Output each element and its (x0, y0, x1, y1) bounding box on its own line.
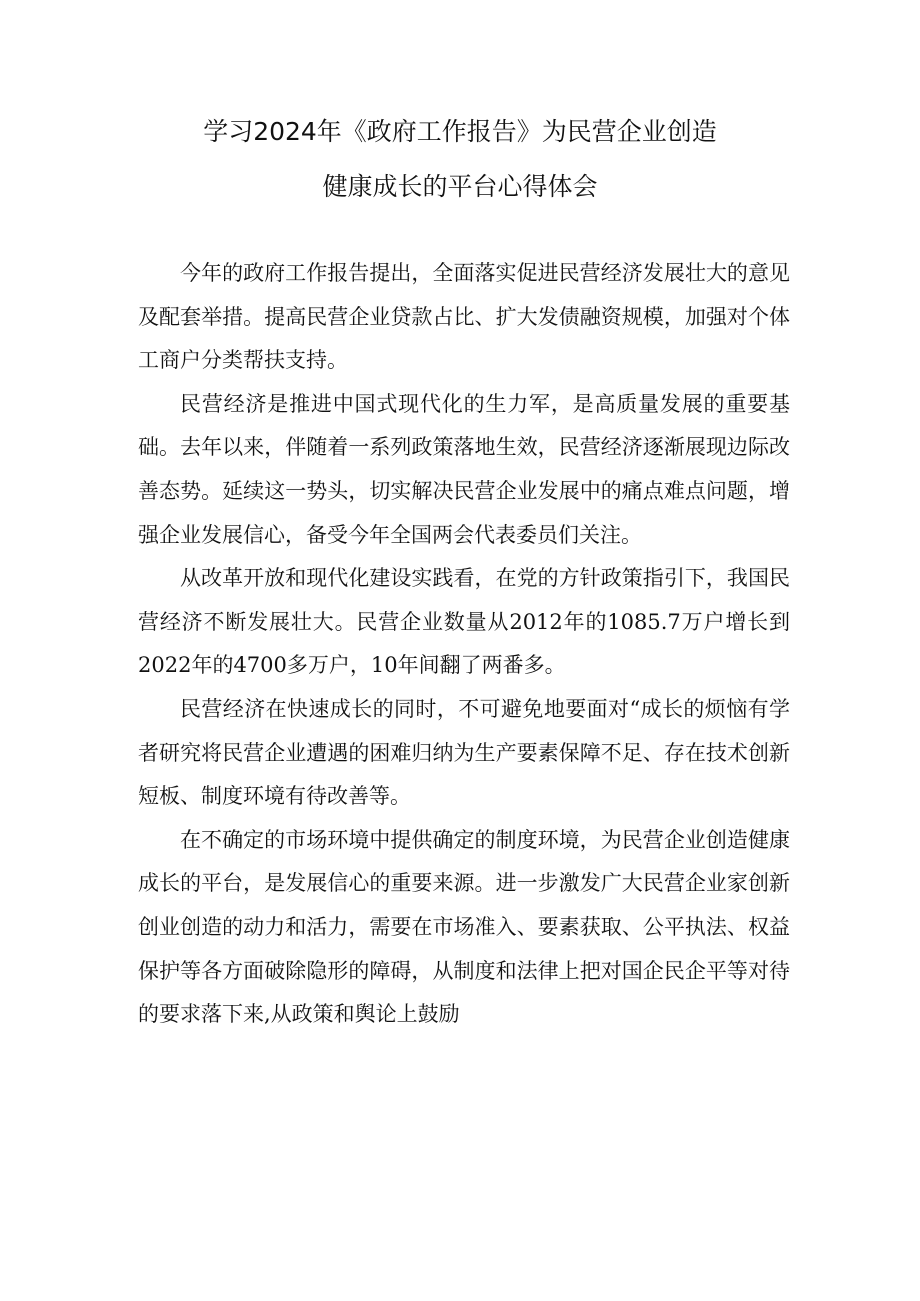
document-title-line-2: 健康成长的平台心得体会 (322, 172, 598, 201)
document-body (138, 252, 790, 1037)
paragraph-4: 民营经济在快速成长的同时，不可避免地要面对“成长的烦恼有学者研究将民营企业遭遇的困难归纳为生产要素保障不足、存在技术创新短板、制度环境有待改善等。 (138, 696, 790, 809)
paragraph-5: 在不确定的市场环境中提供确定的制度环境，为民营企业创造健康成长的平台，是发展信心的重要来源。进一步激发广大民营企业家创新创业创造的动力和活力，需要在市场准入、要素获取、公平执法、权益保护等各方面破除隐形的障碍，从制度和法律上把对国企民企平等对待的要求落下来,从政策和舆论上鼓励 (138, 827, 790, 1027)
paragraph-3: 从改革开放和现代化建设实践看，在党的方针政策指引下，我国民营经济不断发展壮大。民营企业数量从2012年的1085.7万户增长到2022年的4700多万户，10年间翻了两番多。 (138, 566, 790, 678)
paragraph-1: 今年的政府工作报告提出，全面落实促进民营经济发展壮大的意见及配套举措。提高民营企业贷款占比、扩大发债融资规模，加强对个体工商户分类帮扶支持。 (138, 261, 790, 373)
document-title-line-1: 学习2024年《政府工作报告》为民营企业创造 (203, 117, 717, 146)
paragraph-2: 民营经济是推进中国式现代化的生力军，是高质量发展的重要基础。去年以来，伴随着一系列政策落地生效，民营经济逐渐展现边际改善态势。延续这一势头，切实解决民营企业发展中的痛点难点问题，增强企业发展信心，备受今年全国两会代表委员们关注。 (138, 391, 790, 547)
